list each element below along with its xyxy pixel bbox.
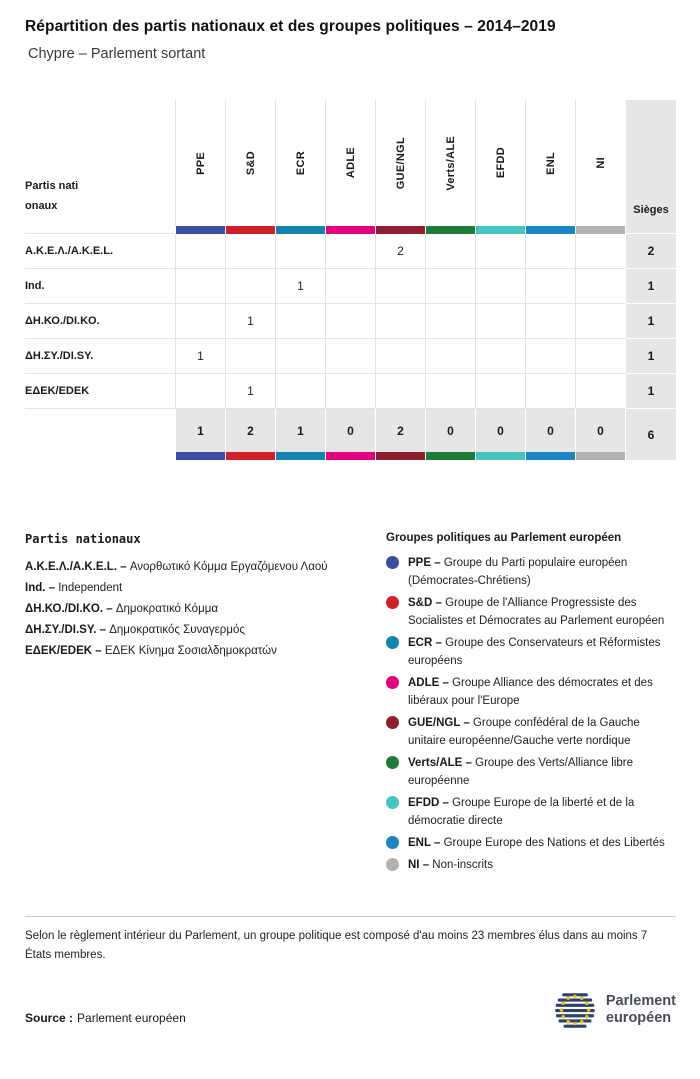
group-total-cell: 1: [275, 409, 325, 452]
group-column-header: [375, 100, 425, 226]
seats-column-header: [625, 100, 676, 226]
seat-value-cell: 1: [225, 374, 275, 409]
seat-value-cell: [525, 234, 575, 269]
group-legend-item: [386, 554, 676, 590]
seat-value-cell: [175, 234, 225, 269]
party-name-cell: ΕΔΕΚ/EDEK: [25, 374, 175, 409]
seat-value-cell: [475, 234, 525, 269]
national-parties-legend-title: Partis nationaux: [25, 532, 141, 546]
group-color-bar-bottom: [275, 452, 325, 460]
party-name-cell: Α.Κ.Ε.Λ./A.K.E.L.: [25, 234, 175, 269]
party-legend-item: Ind. – Independent: [25, 582, 123, 594]
seat-value-cell: [475, 304, 525, 339]
party-group-table: [25, 100, 676, 460]
group-color-bar: [275, 226, 325, 234]
group-legend-abbr: ECR –: [408, 637, 446, 649]
party-seats-cell: 2: [625, 234, 676, 269]
seat-value-cell: [425, 374, 475, 409]
seat-value-cell: [575, 374, 625, 409]
party-legend-item: ΔΗ.ΚΟ./DI.KO. – Δημοκρατικό Κόμμα: [25, 603, 218, 615]
ep-logo-text: [606, 993, 676, 1027]
group-column-header-label: EFDD: [494, 147, 507, 179]
seat-value-cell: [375, 339, 425, 374]
group-legend-item: [386, 856, 676, 874]
ep-hemicycle-logo-icon: [552, 987, 598, 1033]
seat-value-cell: [325, 374, 375, 409]
header-bar-spacer: [25, 226, 175, 234]
group-column-header: [325, 100, 375, 226]
group-total-cell: 2: [375, 409, 425, 452]
group-legend-item: [386, 794, 676, 830]
party-name-cell: ΔΗ.ΣΥ./DI.SY.: [25, 339, 175, 374]
source-line: [25, 1011, 186, 1033]
group-color-bar-bottom: [525, 452, 575, 460]
row-header-label: [25, 100, 175, 226]
group-legend-text: ADLE – Groupe Alliance des démocrates et des libéraux pour l'Europe: [408, 677, 653, 707]
ep-logo-text-line2: européen: [605, 1010, 672, 1026]
group-legend-abbr: S&D –: [408, 597, 446, 609]
group-legend-list: [386, 554, 676, 874]
group-color-bar: [375, 226, 425, 234]
group-column-header-label: GUE/NGL: [394, 136, 407, 190]
group-color-dot: [386, 676, 399, 689]
seat-value-cell: [275, 304, 325, 339]
group-legend-abbr: GUE/NGL –: [408, 717, 473, 729]
seat-value-cell: 1: [175, 339, 225, 374]
group-legend-item: [386, 754, 676, 790]
seat-value-cell: [475, 269, 525, 304]
group-column-header: [575, 100, 625, 226]
seat-value-cell: [375, 374, 425, 409]
group-legend-abbr: ADLE –: [408, 677, 453, 689]
group-column-header-label: ENL: [544, 151, 557, 175]
group-color-bar-bottom: [575, 452, 625, 460]
party-seats-cell: 1: [625, 304, 676, 339]
seat-value-cell: [475, 339, 525, 374]
page-title: Répartition des partis nationaux et des groupes politiques – 2014–2019: [25, 18, 556, 35]
group-color-bar: [525, 226, 575, 234]
group-total-cell: 0: [575, 409, 625, 452]
group-legend-abbr: NI –: [408, 859, 433, 871]
group-legend-item: [386, 674, 676, 710]
seat-value-cell: [375, 269, 425, 304]
seat-value-cell: [425, 269, 475, 304]
seat-value-cell: [225, 234, 275, 269]
national-parties-legend: [25, 532, 386, 878]
group-legend-text: EFDD – Groupe Europe de la liberté et de la démocratie directe: [408, 797, 635, 827]
group-color-bar: [175, 226, 225, 234]
party-legend-list: [25, 561, 362, 657]
group-legend-abbr: PPE –: [408, 557, 444, 569]
seat-value-cell: 2: [375, 234, 425, 269]
group-color-bar-bottom: [475, 452, 525, 460]
group-total-cell: 2: [225, 409, 275, 452]
footer: [25, 987, 676, 1033]
seat-value-cell: [475, 374, 525, 409]
row-header-label-text: Partis nationaux: [25, 180, 79, 212]
ep-logo-text-line1: Parlement: [605, 993, 676, 1009]
group-column-header-label: S&D: [244, 150, 257, 176]
group-legend-text: NI – Non-inscrits: [408, 859, 494, 871]
group-color-dot: [386, 716, 399, 729]
group-color-dot: [386, 636, 399, 649]
page-subtitle: Chypre – Parlement sortant: [28, 46, 206, 62]
seat-value-cell: [575, 269, 625, 304]
seat-value-cell: [325, 339, 375, 374]
seat-value-cell: [175, 374, 225, 409]
seat-value-cell: [375, 304, 425, 339]
group-column-header: [275, 100, 325, 226]
seat-value-cell: [225, 269, 275, 304]
seat-value-cell: [275, 234, 325, 269]
seat-value-cell: [525, 269, 575, 304]
seat-value-cell: [425, 234, 475, 269]
group-legend-abbr: EFDD –: [408, 797, 453, 809]
group-column-header: [525, 100, 575, 226]
group-color-bar-bottom: [325, 452, 375, 460]
group-column-header-label: ADLE: [344, 147, 357, 179]
footer-divider: [25, 916, 676, 917]
group-legend-text: ECR – Groupe des Conservateurs et Réformistes européens: [408, 637, 661, 667]
group-column-header: [225, 100, 275, 226]
group-legend-text: ENL – Groupe Europe des Nations et des Libertés: [408, 837, 665, 849]
party-legend-abbr: Α.Κ.Ε.Λ./A.K.E.L. –: [25, 561, 130, 573]
seat-value-cell: [525, 374, 575, 409]
footnote: Selon le règlement intérieur du Parlement, un groupe politique est composé d'au moins 23 membres élus dans au moins 7 États membres.: [25, 930, 648, 961]
seat-value-cell: [425, 304, 475, 339]
group-legend-text: PPE – Groupe du Parti populaire européen (Démocrates-Chrétiens): [408, 557, 628, 587]
group-column-header-label: NI: [594, 157, 607, 169]
group-total-cell: 0: [425, 409, 475, 452]
seat-value-cell: [525, 304, 575, 339]
group-color-bar: [575, 226, 625, 234]
bottom-bar-spacer: [25, 452, 175, 460]
seat-value-cell: [175, 304, 225, 339]
group-color-dot: [386, 556, 399, 569]
group-column-header: [175, 100, 225, 226]
seat-value-cell: [175, 269, 225, 304]
party-name-cell: Ind.: [25, 269, 175, 304]
group-color-dot: [386, 858, 399, 871]
seat-value-cell: [325, 269, 375, 304]
seat-value-cell: [325, 304, 375, 339]
seats-bar-cell: [625, 226, 676, 234]
group-color-dot: [386, 756, 399, 769]
seat-value-cell: [275, 374, 325, 409]
group-legend-item: [386, 714, 676, 750]
group-legend-text: GUE/NGL – Groupe confédéral de la Gauche unitaire européenne/Gauche verte nordique: [408, 717, 640, 747]
party-legend-item: Α.Κ.Ε.Λ./A.K.E.L. – Ανορθωτικό Κόμμα Εργαζόμενου Λαού: [25, 561, 328, 573]
group-color-bar: [225, 226, 275, 234]
group-legend-text: S&D – Groupe de l'Alliance Progressiste des Socialistes et Démocrates au Parlement européen: [408, 597, 665, 627]
party-seats-cell: 1: [625, 269, 676, 304]
group-column-header-label: PPE: [194, 151, 207, 175]
group-color-dot: [386, 596, 399, 609]
party-seats-cell: 1: [625, 374, 676, 409]
seat-value-cell: [575, 339, 625, 374]
party-legend-item: ΕΔΕΚ/EDEK – ΕΔΕΚ Κίνημα Σοσιαλδημοκρατών: [25, 645, 277, 657]
party-legend-item: ΔΗ.ΣΥ./DI.SY. – Δημοκρατικός Συναγερμός: [25, 624, 245, 636]
seat-value-cell: [225, 339, 275, 374]
political-groups-legend: [386, 532, 676, 878]
group-total-cell: 0: [325, 409, 375, 452]
group-legend-text: Verts/ALE – Groupe des Verts/Alliance libre européenne: [408, 757, 634, 787]
group-total-cell: 0: [475, 409, 525, 452]
group-legend-item: [386, 594, 676, 630]
group-color-bar-bottom: [375, 452, 425, 460]
seat-value-cell: [575, 234, 625, 269]
source-value: Parlement européen: [77, 1011, 186, 1025]
group-column-header: [475, 100, 525, 226]
group-legend-item: [386, 634, 676, 670]
seat-value-cell: [525, 339, 575, 374]
seat-value-cell: 1: [275, 269, 325, 304]
group-total-cell: 1: [175, 409, 225, 452]
parlement-europeen-logo: [552, 987, 676, 1033]
seats-column-header-label: Sièges: [633, 204, 669, 216]
source-label: Source :: [25, 1011, 74, 1025]
party-legend-abbr: Ind. –: [25, 582, 59, 594]
group-color-bar-bottom: [175, 452, 225, 460]
group-color-bar-bottom: [225, 452, 275, 460]
legends: [25, 532, 676, 878]
group-color-bar: [325, 226, 375, 234]
party-seats-cell: 1: [625, 339, 676, 374]
group-column-header: [425, 100, 475, 226]
totals-row-spacer: [25, 409, 175, 452]
group-color-bar-bottom: [425, 452, 475, 460]
grand-total-cell: 6: [625, 409, 676, 460]
seat-value-cell: [325, 234, 375, 269]
group-color-dot: [386, 836, 399, 849]
party-legend-abbr: ΔΗ.ΣΥ./DI.SY. –: [25, 624, 110, 636]
group-legend-abbr: Verts/ALE –: [408, 757, 476, 769]
party-legend-abbr: ΕΔΕΚ/EDEK –: [25, 645, 105, 657]
group-legend-item: [386, 834, 676, 852]
seat-value-cell: [575, 304, 625, 339]
group-column-header-label: ECR: [294, 150, 307, 176]
group-color-dot: [386, 796, 399, 809]
group-color-bar: [475, 226, 525, 234]
seat-value-cell: 1: [225, 304, 275, 339]
seat-value-cell: [425, 339, 475, 374]
seat-value-cell: [275, 339, 325, 374]
group-column-header-label: Verts/ALE: [444, 135, 457, 191]
group-total-cell: 0: [525, 409, 575, 452]
group-legend-abbr: ENL –: [408, 837, 444, 849]
party-legend-abbr: ΔΗ.ΚΟ./DI.KO. –: [25, 603, 116, 615]
group-color-bar: [425, 226, 475, 234]
political-groups-legend-title: Groupes politiques au Parlement européen: [386, 532, 622, 544]
party-name-cell: ΔΗ.ΚΟ./DI.KO.: [25, 304, 175, 339]
